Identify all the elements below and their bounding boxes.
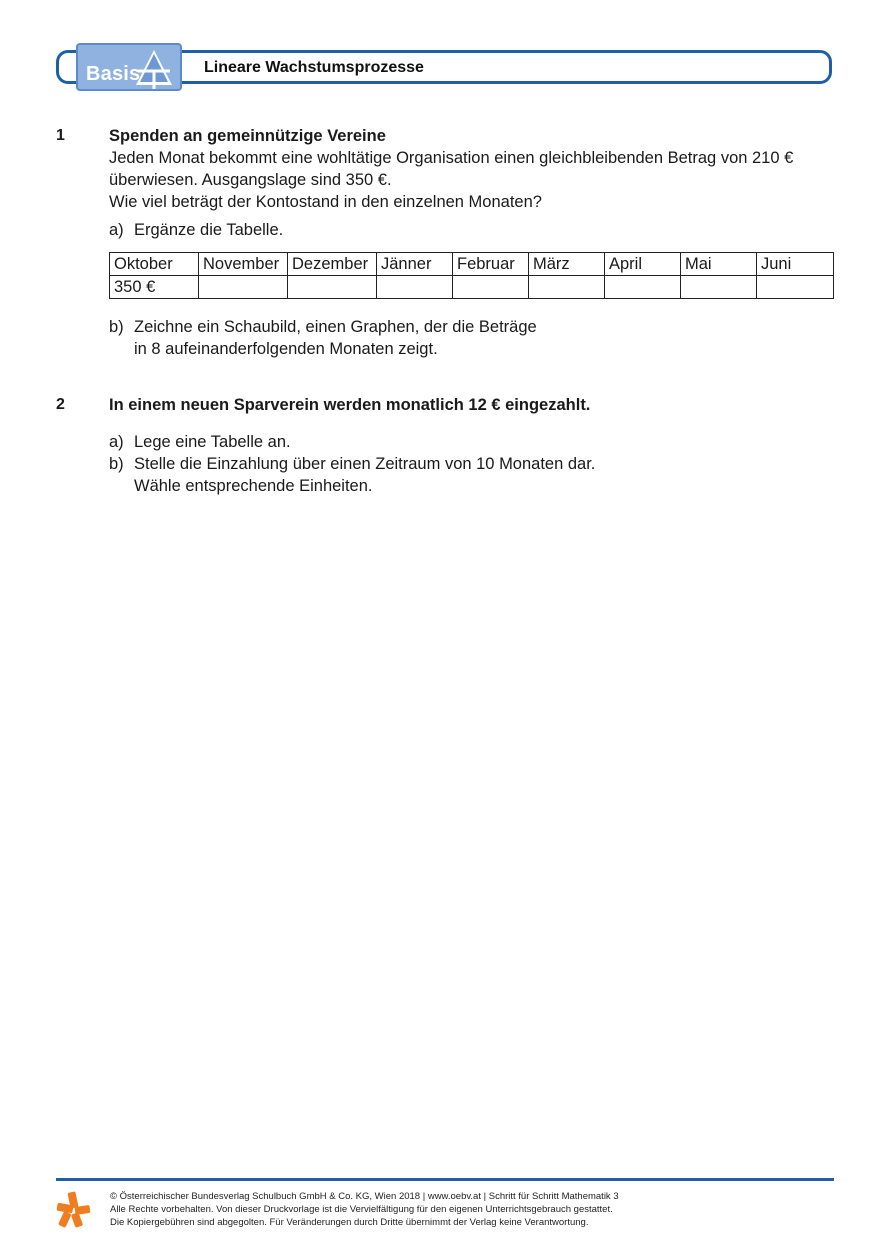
table-header-row — [110, 253, 834, 276]
task-2-heading: In einem neuen Sparverein werden monatlich 12 € eingezahlt. — [109, 396, 591, 414]
footer-copyright — [110, 1190, 619, 1229]
page-title: Lineare Wachstumsprozesse — [204, 59, 424, 76]
task-1-text-line: Jeden Monat bekommt eine wohltätige Organisation einen gleichbleibenden Betrag von 210 € — [109, 149, 794, 167]
footer-line: Die Kopiergebühren sind abgegolten. Für Veränderungen durch Dritte übernimmt der Verlag keine Verantwortung. — [110, 1217, 589, 1228]
task-1a-text: Ergänze die Tabelle. — [134, 221, 284, 239]
value-cell[interactable] — [288, 276, 377, 299]
month-cell: März — [529, 253, 605, 276]
value-cell[interactable] — [453, 276, 529, 299]
task-2a-text: Lege eine Tabelle an. — [134, 433, 291, 451]
value-cell[interactable] — [605, 276, 681, 299]
task-2-number: 2 — [56, 396, 65, 413]
value-cell[interactable] — [681, 276, 757, 299]
month-cell: November — [199, 253, 288, 276]
month-cell: Mai — [681, 253, 757, 276]
level-badge — [76, 43, 182, 91]
task-1-heading: Spenden an gemeinnützige Vereine — [109, 127, 386, 145]
footer-line: © Österreichischer Bundesverlag Schulbuch GmbH & Co. KG, Wien 2018 | www.oebv.at | Schritt für Schritt Mathematik 3 — [110, 1191, 619, 1202]
task-2a-label: a) — [109, 433, 124, 451]
footer-line: Alle Rechte vorbehalten. Von dieser Druckvorlage ist die Vervielfältigung für den eigenen Unterrichtsgebrauch gestattet. — [110, 1204, 613, 1215]
task-1a-label: a) — [109, 221, 124, 239]
table-value-row — [110, 276, 834, 299]
value-cell[interactable] — [757, 276, 834, 299]
value-cell[interactable] — [377, 276, 453, 299]
month-table — [109, 252, 834, 299]
value-cell: 350 € — [110, 276, 199, 299]
month-cell: Dezember — [288, 253, 377, 276]
badge-label: Basis — [86, 63, 141, 85]
month-cell: April — [605, 253, 681, 276]
month-cell: Jänner — [377, 253, 453, 276]
task-1-number: 1 — [56, 127, 65, 144]
task-2b-text-line: Wähle entsprechende Einheiten. — [134, 477, 373, 495]
task-2b-text-line: Stelle die Einzahlung über einen Zeitraum von 10 Monaten dar. — [134, 455, 596, 473]
task-2b-label: b) — [109, 455, 124, 473]
month-cell: Juni — [757, 253, 834, 276]
task-1-text-line: überwiesen. Ausgangslage sind 350 €. — [109, 171, 392, 189]
month-cell: Oktober — [110, 253, 199, 276]
footer-divider — [56, 1178, 834, 1181]
value-cell[interactable] — [529, 276, 605, 299]
month-cell: Februar — [453, 253, 529, 276]
task-1-text-line: Wie viel beträgt der Kontostand in den einzelnen Monaten? — [109, 193, 542, 211]
value-cell[interactable] — [199, 276, 288, 299]
task-1b-text-line: Zeichne ein Schaubild, einen Graphen, der die Beträge — [134, 318, 537, 336]
task-1b-label: b) — [109, 318, 124, 336]
task-1b-text-line: in 8 aufeinanderfolgenden Monaten zeigt. — [134, 340, 438, 358]
publisher-logo-icon — [55, 1190, 91, 1233]
